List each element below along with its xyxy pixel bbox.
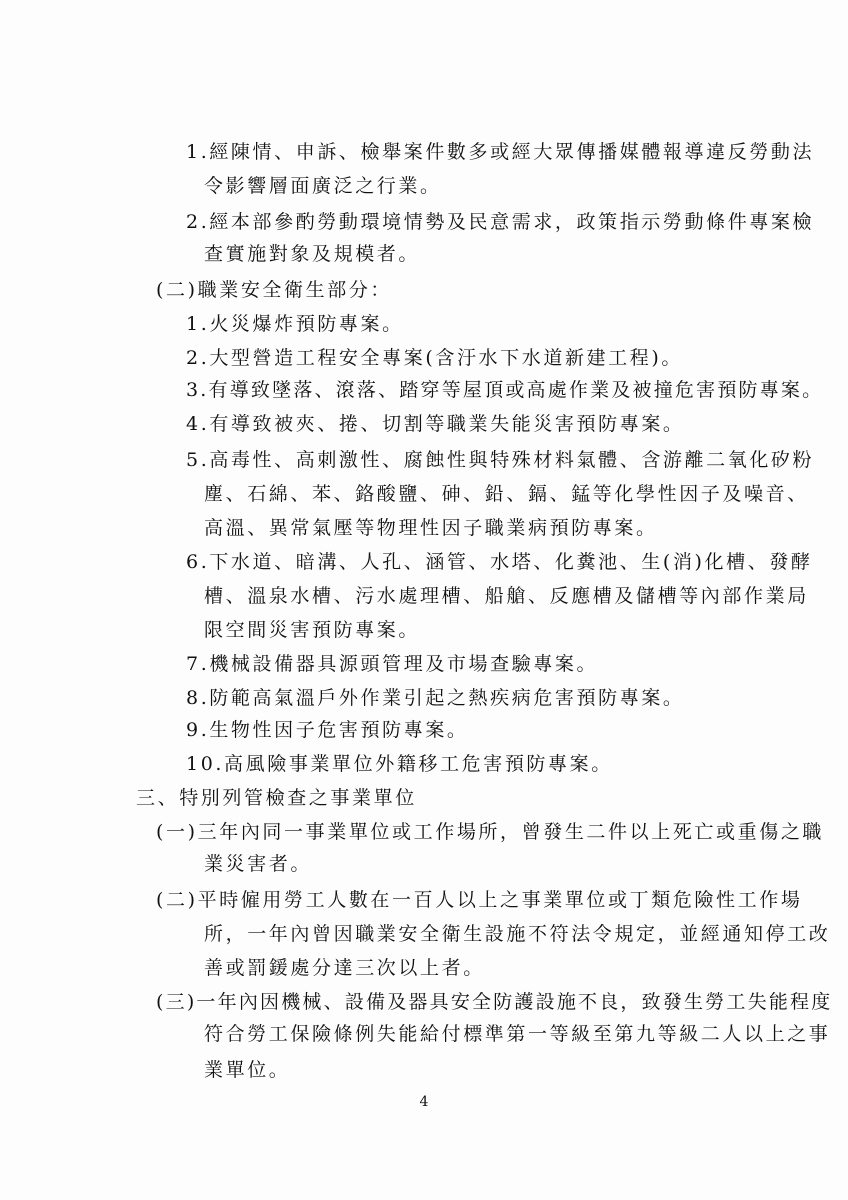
section-heading: (二)職業安全衛生部分： bbox=[156, 279, 393, 301]
text-line: 所，一年內曾因職業安全衛生設施不符法令規定，並經通知停工改 bbox=[204, 923, 831, 945]
text-line: 業災害者。 bbox=[204, 853, 313, 875]
text-line: (三)一年內因機械、設備及器具安全防護設施不良，致發生勞工失能程度 bbox=[156, 991, 833, 1013]
text-line: 善或罰鍰處分達三次以上者。 bbox=[204, 957, 485, 979]
text-line: 8.防範高氣溫戶外作業引起之熱疾病危害預防專案。 bbox=[186, 687, 685, 709]
page-number: 4 bbox=[419, 1094, 429, 1110]
text-line: 5.高毒性、高刺激性、腐蝕性與特殊材料氣體、含游離二氧化矽粉 bbox=[186, 449, 815, 471]
text-line: 業單位。 bbox=[204, 1059, 291, 1081]
text-line: 10.高風險事業單位外籍移工危害預防專案。 bbox=[186, 753, 613, 775]
text-line: 1.經陳情、申訴、檢舉案件數多或經大眾傳播媒體報導違反勞動法 bbox=[186, 141, 815, 163]
text-line: 限空間災害預防專案。 bbox=[204, 619, 421, 641]
text-line: 6.下水道、暗溝、人孔、涵管、水塔、化糞池、生(消)化槽、發酵 bbox=[186, 551, 813, 573]
text-line: (一)三年內同一事業單位或工作場所，曾發生二件以上死亡或重傷之職 bbox=[156, 821, 825, 843]
text-line: 高溫、異常氣壓等物理性因子職業病預防專案。 bbox=[204, 517, 658, 539]
text-line: (二)平時僱用勞工人數在一百人以上之事業單位或丁類危險性工作場 bbox=[156, 889, 803, 911]
text-line: 查實施對象及規模者。 bbox=[204, 243, 421, 265]
text-line: 3.有導致墜落、滾落、踏穿等屋頂或高處作業及被撞危害預防專案。 bbox=[186, 379, 824, 401]
text-line: 符合勞工保險條例失能給付標準第一等級至第九等級二人以上之事 bbox=[204, 1023, 831, 1045]
text-line: 令影響層面廣泛之行業。 bbox=[204, 175, 442, 197]
text-line: 4.有導致被夾、捲、切割等職業失能災害預防專案。 bbox=[186, 413, 685, 435]
text-line: 塵、石綿、苯、鉻酸鹽、砷、鉛、鎘、錳等化學性因子及噪音、 bbox=[204, 483, 809, 505]
text-line: 1.火災爆炸預防專案。 bbox=[186, 313, 404, 335]
text-line: 2.經本部參酌勞動環境情勢及民意需求，政策指示勞動條件專案檢 bbox=[186, 211, 815, 233]
text-line: 2.大型營造工程安全專案(含汙水下水道新建工程)。 bbox=[186, 347, 683, 369]
text-line: 9.生物性因子危害預防專案。 bbox=[186, 719, 469, 741]
text-line: 槽、溫泉水槽、污水處理槽、船艙、反應槽及儲槽等內部作業局 bbox=[204, 585, 809, 607]
text-line: 7.機械設備器具源頭管理及市場查驗專案。 bbox=[186, 653, 599, 675]
section-heading: 三、特別列管檢查之事業單位 bbox=[136, 787, 417, 809]
